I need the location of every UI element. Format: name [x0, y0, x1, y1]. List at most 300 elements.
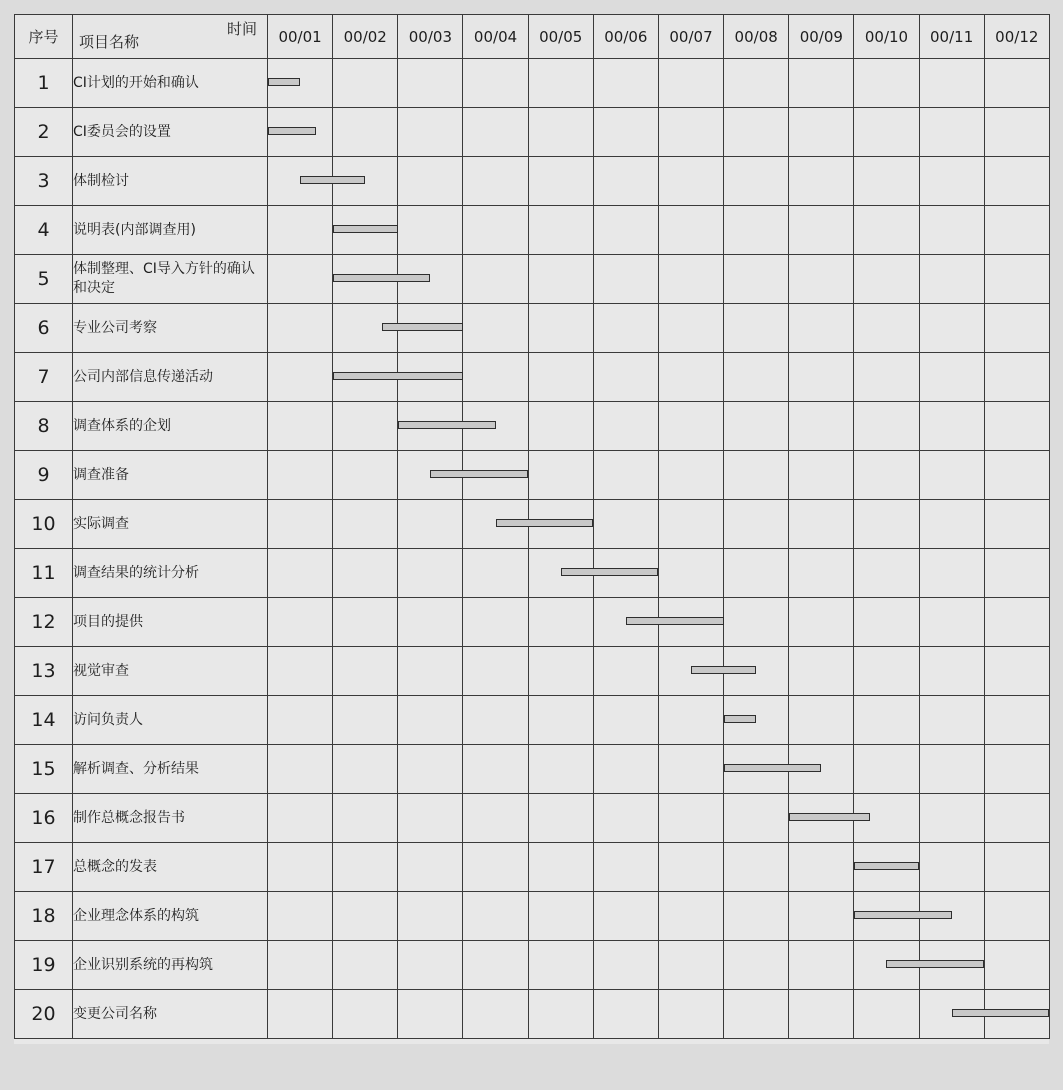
month-cell: [268, 500, 333, 549]
task-name: 公司内部信息传递活动: [73, 353, 268, 402]
month-cell: [984, 304, 1049, 353]
month-cell: [854, 892, 919, 941]
month-cell: [724, 402, 789, 451]
month-cell: [789, 794, 854, 843]
month-cell: [984, 500, 1049, 549]
month-cell: [593, 59, 658, 108]
month-cell: [984, 206, 1049, 255]
month-cell: [268, 794, 333, 843]
month-cell: [919, 941, 984, 990]
month-cell: [268, 941, 333, 990]
month-cell: [528, 990, 593, 1039]
task-row: [15, 304, 1050, 353]
month-cell: [658, 304, 723, 353]
month-cell: [593, 549, 658, 598]
month-cell: [268, 696, 333, 745]
month-cell: [593, 598, 658, 647]
month-cell: [268, 598, 333, 647]
month-cell: [789, 157, 854, 206]
month-cell: [528, 206, 593, 255]
gantt-sheet: [14, 14, 1049, 1044]
month-cell: [398, 843, 463, 892]
month-header: 00/07: [658, 15, 723, 59]
task-number: 18: [15, 892, 73, 941]
month-cell: [789, 304, 854, 353]
task-name: 调查准备: [73, 451, 268, 500]
month-header: 00/10: [854, 15, 919, 59]
month-cell: [724, 206, 789, 255]
task-number: 6: [15, 304, 73, 353]
name-time-header: [73, 15, 268, 59]
task-number: 5: [15, 255, 73, 304]
month-cell: [919, 745, 984, 794]
task-row: [15, 402, 1050, 451]
task-row: [15, 941, 1050, 990]
month-cell: [333, 941, 398, 990]
month-cell: [658, 647, 723, 696]
month-cell: [724, 745, 789, 794]
month-cell: [463, 157, 528, 206]
task-name: 体制检讨: [73, 157, 268, 206]
month-cell: [854, 549, 919, 598]
month-cell: [854, 843, 919, 892]
month-cell: [724, 157, 789, 206]
task-row: [15, 206, 1050, 255]
month-cell: [398, 941, 463, 990]
month-cell: [658, 549, 723, 598]
task-name: 访问负责人: [73, 696, 268, 745]
month-cell: [593, 451, 658, 500]
month-cell: [919, 59, 984, 108]
month-cell: [268, 255, 333, 304]
month-header: 00/11: [919, 15, 984, 59]
month-cell: [789, 647, 854, 696]
month-cell: [333, 157, 398, 206]
month-cell: [593, 500, 658, 549]
month-cell: [528, 402, 593, 451]
month-cell: [984, 598, 1049, 647]
month-cell: [528, 892, 593, 941]
task-number: 14: [15, 696, 73, 745]
month-cell: [724, 304, 789, 353]
month-cell: [919, 451, 984, 500]
task-number: 9: [15, 451, 73, 500]
task-number: 1: [15, 59, 73, 108]
month-cell: [919, 598, 984, 647]
month-cell: [528, 353, 593, 402]
month-header: 00/09: [789, 15, 854, 59]
month-cell: [528, 108, 593, 157]
task-row: [15, 59, 1050, 108]
month-cell: [398, 353, 463, 402]
month-cell: [789, 745, 854, 794]
month-cell: [854, 500, 919, 549]
month-cell: [333, 990, 398, 1039]
month-cell: [398, 598, 463, 647]
month-cell: [789, 451, 854, 500]
month-cell: [984, 549, 1049, 598]
month-cell: [919, 255, 984, 304]
month-cell: [333, 451, 398, 500]
month-cell: [854, 451, 919, 500]
month-cell: [463, 794, 528, 843]
month-cell: [268, 549, 333, 598]
month-cell: [658, 255, 723, 304]
month-cell: [593, 353, 658, 402]
month-cell: [398, 549, 463, 598]
month-cell: [984, 745, 1049, 794]
month-cell: [789, 696, 854, 745]
month-cell: [528, 255, 593, 304]
month-cell: [268, 206, 333, 255]
name-header-label: 项目名称: [79, 33, 140, 51]
month-cell: [984, 647, 1049, 696]
month-cell: [463, 647, 528, 696]
month-cell: [268, 990, 333, 1039]
month-cell: [854, 59, 919, 108]
month-cell: [658, 206, 723, 255]
month-cell: [593, 843, 658, 892]
month-cell: [528, 157, 593, 206]
task-number: 8: [15, 402, 73, 451]
month-header: 00/04: [463, 15, 528, 59]
month-cell: [333, 794, 398, 843]
month-cell: [919, 108, 984, 157]
task-row: [15, 500, 1050, 549]
month-cell: [919, 843, 984, 892]
num-header: 序号: [15, 15, 73, 59]
month-cell: [333, 549, 398, 598]
month-cell: [984, 451, 1049, 500]
month-header: 00/01: [268, 15, 333, 59]
month-cell: [333, 402, 398, 451]
month-cell: [724, 255, 789, 304]
month-cell: [333, 108, 398, 157]
month-cell: [463, 451, 528, 500]
task-row: [15, 696, 1050, 745]
month-cell: [789, 206, 854, 255]
month-cell: [984, 59, 1049, 108]
task-name: 企业识别系统的再构筑: [73, 941, 268, 990]
month-cell: [593, 696, 658, 745]
month-cell: [724, 500, 789, 549]
month-cell: [658, 696, 723, 745]
task-number: 2: [15, 108, 73, 157]
month-cell: [398, 59, 463, 108]
month-cell: [984, 402, 1049, 451]
task-number: 16: [15, 794, 73, 843]
month-cell: [333, 745, 398, 794]
month-cell: [398, 206, 463, 255]
task-row: [15, 990, 1050, 1039]
header-row: [15, 15, 1050, 59]
task-number: 3: [15, 157, 73, 206]
month-cell: [854, 206, 919, 255]
month-cell: [919, 696, 984, 745]
month-cell: [984, 255, 1049, 304]
month-cell: [268, 353, 333, 402]
month-cell: [528, 696, 593, 745]
month-cell: [333, 59, 398, 108]
month-cell: [528, 59, 593, 108]
month-header: 00/08: [724, 15, 789, 59]
month-cell: [463, 304, 528, 353]
month-cell: [658, 843, 723, 892]
task-row: [15, 745, 1050, 794]
month-cell: [658, 108, 723, 157]
month-cell: [919, 990, 984, 1039]
month-cell: [789, 353, 854, 402]
month-cell: [854, 794, 919, 843]
month-cell: [919, 157, 984, 206]
task-row: [15, 353, 1050, 402]
month-cell: [919, 402, 984, 451]
month-cell: [724, 843, 789, 892]
month-cell: [724, 696, 789, 745]
month-cell: [333, 598, 398, 647]
month-cell: [268, 157, 333, 206]
month-cell: [463, 59, 528, 108]
month-cell: [658, 892, 723, 941]
month-cell: [268, 892, 333, 941]
month-header: 00/12: [984, 15, 1049, 59]
month-cell: [854, 990, 919, 1039]
month-cell: [919, 647, 984, 696]
month-cell: [854, 353, 919, 402]
month-cell: [268, 843, 333, 892]
month-cell: [398, 500, 463, 549]
month-cell: [528, 843, 593, 892]
task-number: 4: [15, 206, 73, 255]
month-cell: [789, 598, 854, 647]
month-cell: [724, 598, 789, 647]
month-cell: [789, 255, 854, 304]
month-cell: [984, 157, 1049, 206]
month-cell: [984, 892, 1049, 941]
month-cell: [528, 745, 593, 794]
task-name: CI计划的开始和确认: [73, 59, 268, 108]
task-name: 企业理念体系的构筑: [73, 892, 268, 941]
month-cell: [724, 990, 789, 1039]
month-cell: [658, 402, 723, 451]
task-row: [15, 108, 1050, 157]
month-cell: [658, 598, 723, 647]
task-number: 19: [15, 941, 73, 990]
month-cell: [789, 402, 854, 451]
month-cell: [398, 451, 463, 500]
month-cell: [463, 255, 528, 304]
month-cell: [984, 696, 1049, 745]
month-cell: [854, 598, 919, 647]
month-cell: [333, 696, 398, 745]
month-cell: [268, 108, 333, 157]
month-cell: [333, 255, 398, 304]
time-header-label: 时间: [226, 20, 257, 38]
month-cell: [658, 353, 723, 402]
month-cell: [919, 794, 984, 843]
month-cell: [398, 402, 463, 451]
task-row: [15, 451, 1050, 500]
month-cell: [854, 157, 919, 206]
month-cell: [463, 108, 528, 157]
month-cell: [333, 304, 398, 353]
month-cell: [463, 500, 528, 549]
month-cell: [268, 402, 333, 451]
month-cell: [724, 941, 789, 990]
task-name: 调查体系的企划: [73, 402, 268, 451]
month-cell: [789, 843, 854, 892]
month-cell: [984, 843, 1049, 892]
month-cell: [593, 206, 658, 255]
month-cell: [593, 304, 658, 353]
month-cell: [984, 990, 1049, 1039]
month-cell: [658, 157, 723, 206]
month-cell: [463, 941, 528, 990]
month-cell: [724, 451, 789, 500]
month-cell: [658, 990, 723, 1039]
month-cell: [593, 108, 658, 157]
month-cell: [463, 990, 528, 1039]
month-cell: [398, 157, 463, 206]
month-cell: [984, 794, 1049, 843]
month-cell: [789, 500, 854, 549]
month-cell: [333, 843, 398, 892]
month-cell: [463, 353, 528, 402]
task-row: [15, 794, 1050, 843]
task-name: 解析调查、分析结果: [73, 745, 268, 794]
month-cell: [268, 304, 333, 353]
month-cell: [724, 108, 789, 157]
month-cell: [463, 745, 528, 794]
month-cell: [854, 255, 919, 304]
month-cell: [463, 549, 528, 598]
month-cell: [398, 255, 463, 304]
month-cell: [658, 59, 723, 108]
month-cell: [658, 451, 723, 500]
month-header: 00/03: [398, 15, 463, 59]
month-cell: [724, 647, 789, 696]
task-name: 制作总概念报告书: [73, 794, 268, 843]
month-cell: [593, 255, 658, 304]
task-name: 总概念的发表: [73, 843, 268, 892]
task-row: [15, 598, 1050, 647]
task-name: CI委员会的设置: [73, 108, 268, 157]
task-name: 调查结果的统计分析: [73, 549, 268, 598]
month-header: 00/02: [333, 15, 398, 59]
task-row: [15, 647, 1050, 696]
task-number: 20: [15, 990, 73, 1039]
month-cell: [268, 59, 333, 108]
month-cell: [398, 108, 463, 157]
month-cell: [724, 794, 789, 843]
month-cell: [919, 206, 984, 255]
task-body: [15, 59, 1050, 1039]
month-cell: [724, 353, 789, 402]
month-cell: [854, 108, 919, 157]
month-cell: [398, 696, 463, 745]
month-cell: [528, 500, 593, 549]
month-cell: [919, 549, 984, 598]
month-cell: [658, 941, 723, 990]
month-cell: [333, 500, 398, 549]
task-name: 视觉审查: [73, 647, 268, 696]
month-cell: [463, 206, 528, 255]
month-cell: [528, 598, 593, 647]
month-cell: [528, 549, 593, 598]
month-cell: [789, 59, 854, 108]
month-cell: [658, 500, 723, 549]
month-cell: [593, 990, 658, 1039]
month-cell: [463, 402, 528, 451]
month-cell: [984, 941, 1049, 990]
month-cell: [658, 794, 723, 843]
task-number: 15: [15, 745, 73, 794]
month-cell: [593, 157, 658, 206]
month-cell: [854, 745, 919, 794]
month-cell: [984, 353, 1049, 402]
month-cell: [593, 745, 658, 794]
month-cell: [528, 647, 593, 696]
month-cell: [789, 941, 854, 990]
month-cell: [528, 941, 593, 990]
month-cell: [398, 892, 463, 941]
month-cell: [463, 696, 528, 745]
task-number: 11: [15, 549, 73, 598]
task-row: [15, 255, 1050, 304]
task-name: 体制整理、CI导入方针的确认和决定: [73, 255, 268, 304]
month-cell: [919, 353, 984, 402]
month-cell: [268, 647, 333, 696]
task-name: 说明表(内部调查用): [73, 206, 268, 255]
month-cell: [268, 451, 333, 500]
gantt-table: [14, 14, 1050, 1039]
month-cell: [593, 647, 658, 696]
task-row: [15, 843, 1050, 892]
month-cell: [658, 745, 723, 794]
month-cell: [398, 745, 463, 794]
month-cell: [593, 794, 658, 843]
month-cell: [593, 402, 658, 451]
month-cell: [463, 843, 528, 892]
task-number: 7: [15, 353, 73, 402]
month-cell: [919, 500, 984, 549]
task-number: 17: [15, 843, 73, 892]
month-cell: [854, 647, 919, 696]
month-cell: [854, 402, 919, 451]
task-name: 实际调查: [73, 500, 268, 549]
month-cell: [789, 549, 854, 598]
month-cell: [919, 304, 984, 353]
month-cell: [789, 990, 854, 1039]
task-row: [15, 157, 1050, 206]
month-cell: [724, 892, 789, 941]
month-cell: [789, 108, 854, 157]
month-cell: [463, 892, 528, 941]
month-cell: [854, 696, 919, 745]
month-cell: [333, 647, 398, 696]
month-cell: [398, 304, 463, 353]
task-number: 10: [15, 500, 73, 549]
task-name: 专业公司考察: [73, 304, 268, 353]
month-cell: [333, 892, 398, 941]
month-cell: [398, 990, 463, 1039]
month-cell: [593, 892, 658, 941]
month-header: 00/06: [593, 15, 658, 59]
task-name: 变更公司名称: [73, 990, 268, 1039]
month-cell: [333, 206, 398, 255]
month-cell: [463, 598, 528, 647]
month-cell: [333, 353, 398, 402]
